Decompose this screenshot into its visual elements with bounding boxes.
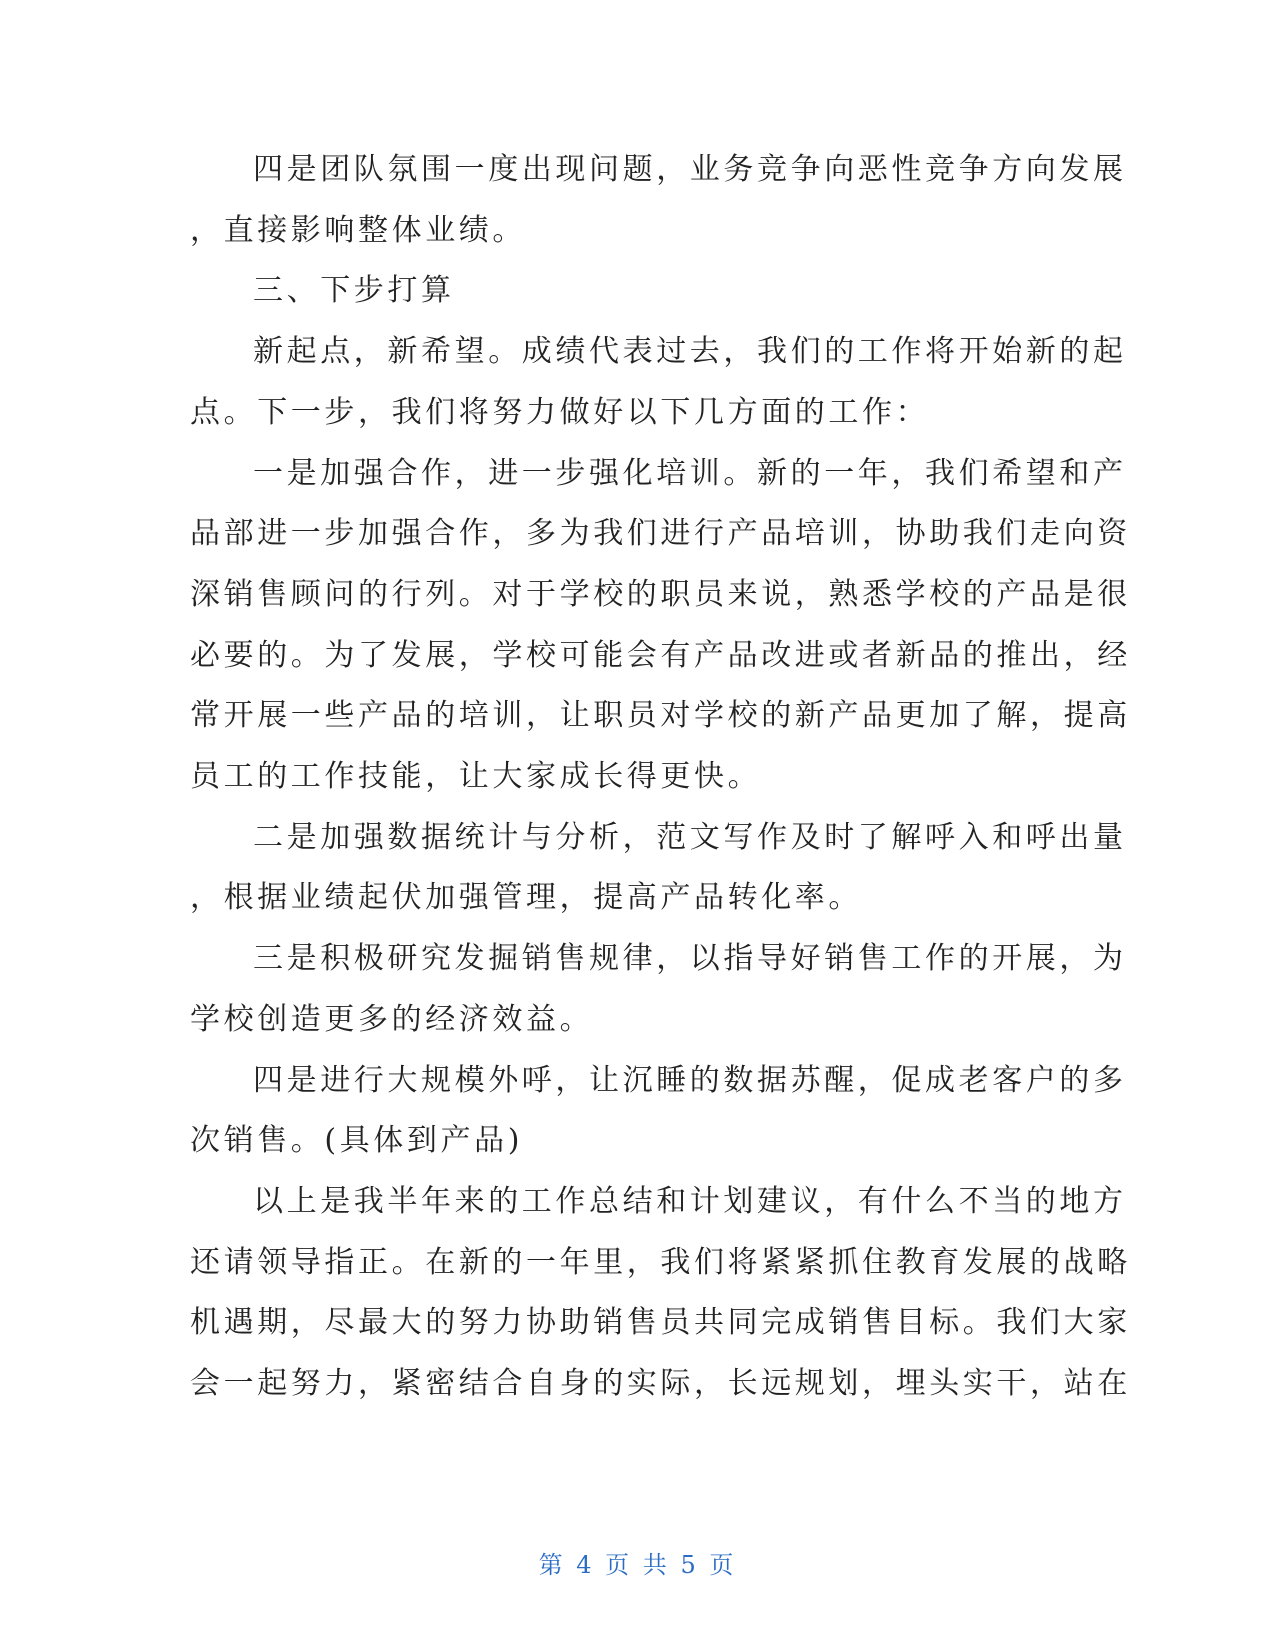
text-line: ，直接影响整体业绩。 [190, 212, 526, 248]
text-line: 次销售。(具体到产品) [190, 1123, 524, 1159]
page-number-footer: 第 4 页 共 5 页 [538, 1551, 737, 1579]
text-line: 常开展一些产品的培训，让职员对学校的新产品更加了解，提高 [190, 698, 1131, 734]
text-line: 必要的。为了发展，学校可能会有产品改进或者新品的推出，经 [190, 637, 1131, 673]
text-line: 以上是我半年来的工作总结和计划建议，有什么不当的地方 [253, 1183, 1127, 1219]
text-line: 学校创造更多的经济效益。 [190, 1001, 594, 1037]
text-line: 品部进一步加强合作，多为我们进行产品培训，协助我们走向资 [190, 516, 1131, 552]
text-line: 还请领导指正。在新的一年里，我们将紧紧抓住教育发展的战略 [190, 1244, 1131, 1280]
text-line: 点。下一步，我们将努力做好以下几方面的工作： [190, 394, 930, 430]
text-line: 四是进行大规模外呼，让沉睡的数据苏醒，促成老客户的多 [253, 1062, 1127, 1098]
text-line: 员工的工作技能，让大家成长得更快。 [190, 759, 762, 795]
text-line: 二是加强数据统计与分析，范文写作及时了解呼入和呼出量 [253, 819, 1127, 855]
text-line: 深销售顾问的行列。对于学校的职员来说，熟悉学校的产品是很 [190, 576, 1131, 612]
text-line: 三是积极研究发掘销售规律，以指导好销售工作的开展，为 [253, 941, 1127, 977]
text-line: 四是团队氛围一度出现问题，业务竞争向恶性竞争方向发展 [253, 152, 1127, 187]
section-heading: 三、下步打算 [253, 273, 455, 309]
document-body [190, 140, 1131, 1415]
text-line: ，根据业绩起伏加强管理，提高产品转化率。 [190, 880, 862, 916]
text-line: 新起点，新希望。成绩代表过去，我们的工作将开始新的起 [253, 334, 1127, 370]
text-line: 会一起努力，紧密结合自身的实际，长远规划，埋头实干，站在 [190, 1366, 1131, 1402]
text-line: 机遇期，尽最大的努力协助销售员共同完成销售目标。我们大家 [190, 1305, 1131, 1341]
text-line: 一是加强合作，进一步强化培训。新的一年，我们希望和产 [253, 455, 1127, 491]
